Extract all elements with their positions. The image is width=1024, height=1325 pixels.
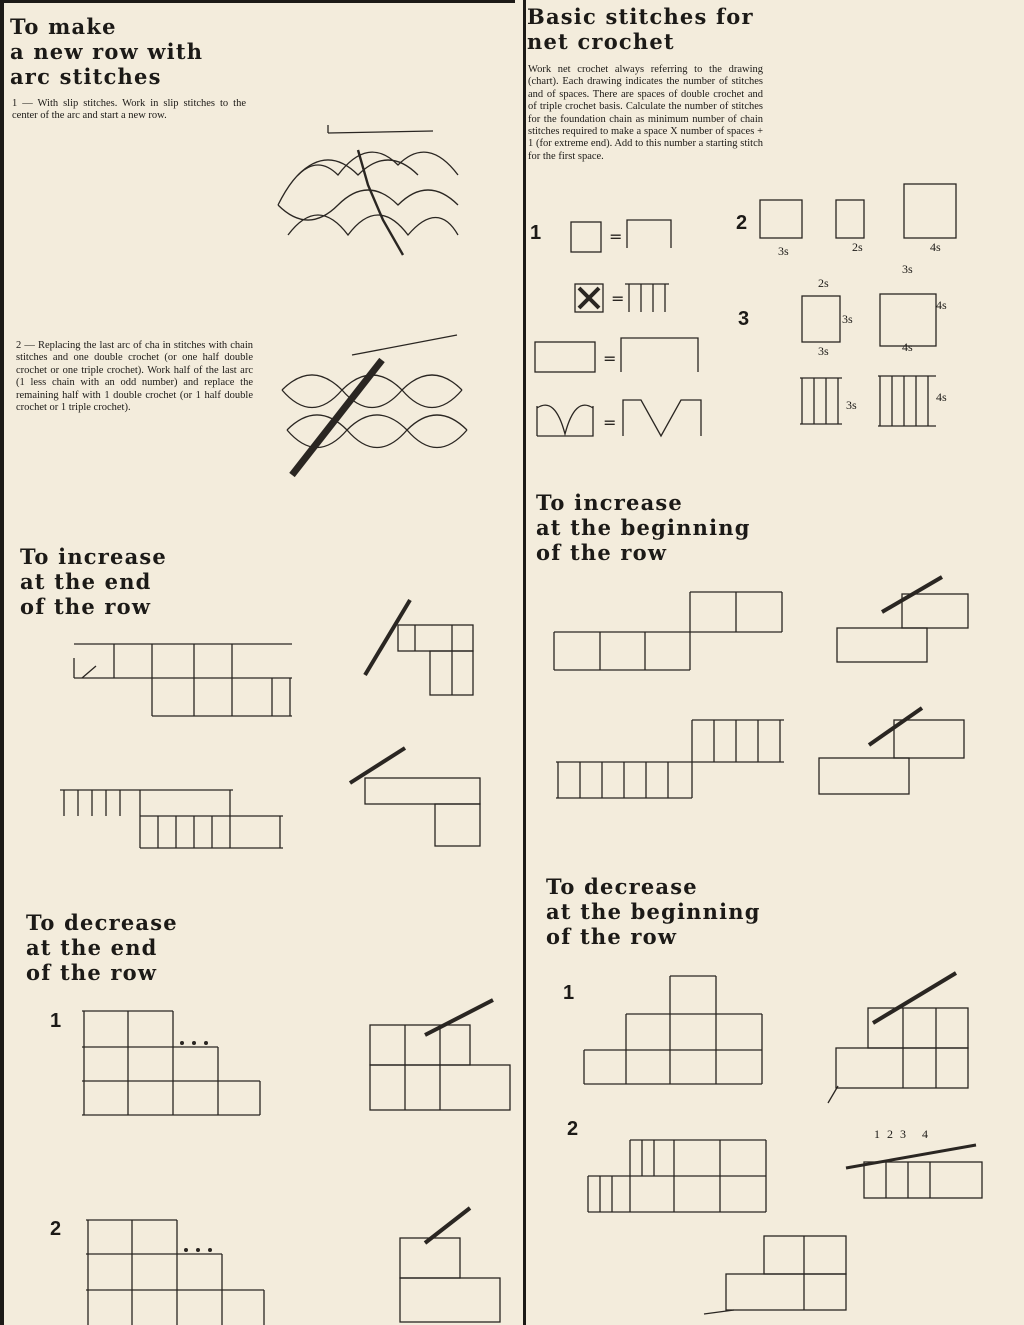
decrease-end-label-2: 2 <box>50 1218 62 1240</box>
decrease-begin-label-1: 1 <box>563 982 575 1004</box>
svg-text:=: = <box>603 349 617 368</box>
increase-begin-chart-2 <box>552 716 792 806</box>
svg-text:=: = <box>603 413 617 432</box>
decrease-end-swatch-1 <box>365 995 515 1120</box>
decrease-end-title: To decrease at the end of the row <box>26 910 178 985</box>
svg-text:=: = <box>609 227 623 246</box>
increase-begin-swatch-2 <box>814 700 974 800</box>
space-label-3s-b: 3s <box>842 312 853 326</box>
increase-begin-chart-1 <box>550 586 790 676</box>
decrease-count-3: 3 <box>900 1127 906 1141</box>
increase-end-chart-2 <box>58 772 288 857</box>
decrease-begin-swatch-2a <box>836 1140 996 1205</box>
arc-net-diagram-2 <box>272 330 472 480</box>
svg-text:=: = <box>611 289 625 308</box>
decrease-count-2: 2 <box>887 1127 893 1141</box>
top-rule-left <box>0 0 515 3</box>
decrease-begin-label-2: 2 <box>567 1118 579 1140</box>
decrease-begin-swatch-2b <box>704 1228 854 1318</box>
space-label-3s-d: 3s <box>902 262 913 276</box>
basic-stitches-body: Work net crochet always referring to the drawing (chart). Each drawing indicates the number of stitches and of spaces. There are spaces of double crochet and of triple crochet basis. Calculate the number of stitches for the foundation chain as minimum number of chain stitches required to make a space X number of spaces + 1 (for extreme end). Add to this number a starting stitch for the first space. <box>528 64 763 162</box>
space-label-2s-a: 2s <box>852 240 863 254</box>
space-label-4s-c: 4s <box>902 340 913 354</box>
increase-end-chart-1 <box>72 638 297 723</box>
basic-label-3: 3 <box>738 308 750 330</box>
decrease-end-chart-2 <box>82 1214 272 1325</box>
decrease-end-label-1: 1 <box>50 1010 62 1032</box>
basic-label-2: 2 <box>736 212 748 234</box>
basic-stitches-title: Basic stitches for net crochet <box>527 4 754 54</box>
increase-end-swatch-2 <box>335 738 485 853</box>
space-label-3s-c: 3s <box>818 344 829 358</box>
space-label-4s-d: 4s <box>936 390 947 404</box>
basic-symbol-chart <box>533 208 713 448</box>
increase-end-swatch-1 <box>340 595 480 705</box>
left-page-edge <box>0 0 4 1325</box>
column-divider <box>523 0 526 1325</box>
increase-begin-swatch-1 <box>832 572 977 672</box>
space-label-4s-a: 4s <box>930 240 941 254</box>
arc-step1-text: 1 — With slip stitches. Work in slip stitches to the center of the arc and start a new row. <box>12 98 246 122</box>
arc-step2-text: 2 — Replacing the last arc of cha in stitches with chain stitches and one double crochet (or one half double crochet or one triple crochet). Work half of the last arc (1 less chain with an odd number) and replace the remaining half with 1 double crochet (or 1 half double crochet or 1 triple crochet). <box>16 340 253 414</box>
space-label-2s-b: 2s <box>818 276 829 290</box>
arc-net-diagram-1 <box>268 125 468 265</box>
increase-begin-title: To increase at the beginning of the row <box>536 490 751 565</box>
decrease-begin-title: To decrease at the beginning of the row <box>546 874 761 949</box>
basic-label-1: 1 <box>530 222 542 244</box>
space-label-3s-a: 3s <box>778 244 789 258</box>
decrease-begin-chart-2 <box>584 1134 774 1218</box>
decrease-end-swatch-2 <box>395 1198 505 1325</box>
decrease-begin-chart-1 <box>580 970 770 1090</box>
decrease-end-chart-1 <box>78 1005 268 1120</box>
decrease-begin-swatch-1 <box>828 968 978 1108</box>
space-label-3s-e: 3s <box>846 398 857 412</box>
arc-section-title: To make a new row with arc stitches <box>10 14 204 89</box>
decrease-count-1: 1 <box>874 1127 880 1141</box>
space-label-4s-b: 4s <box>936 298 947 312</box>
decrease-count-4: 4 <box>922 1127 928 1141</box>
increase-end-title: To increase at the end of the row <box>20 544 167 619</box>
